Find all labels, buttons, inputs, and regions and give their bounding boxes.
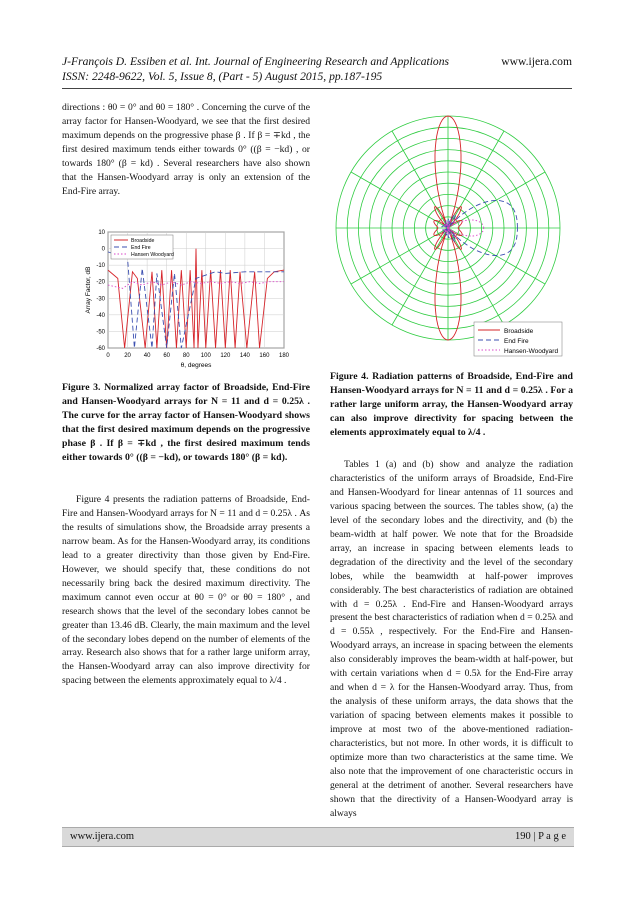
- figure-3-chart: [82, 222, 294, 372]
- paragraph-directions: directions : θ0 = 0° and θ0 = 180° . Concerning the curve of the array factor for Hansen-Woodyard, we see that the first desired maximum depends on the progressive phase β . If β = ∓kd , the first desired maximum tends either towards 0° ((β = −kd) , or towards 180° (β = kd) . Several researchers have also shown that the Hansen-Woodyard array is only an extension of the End-Fire array.: [62, 102, 310, 197]
- header-rule: [62, 88, 572, 89]
- polar-grid-spoke: [392, 131, 448, 228]
- y-tick-label: -20: [96, 279, 105, 286]
- page-header: [62, 54, 572, 84]
- legend-label: Broadside: [504, 328, 534, 335]
- y-tick-label: -40: [96, 312, 105, 319]
- polar-grid-spoke: [448, 172, 545, 228]
- paragraph-tables-analysis: Tables 1 (a) and (b) show and analyze the radiation characteristics of the uniform arrays of Broadside, End-Fire and Hansen-Woodyard for linear antennas of 11 sources and various spacing between the sources. The tables show, (a) the level of the secondary lobes and the directivity, and (b) the beam-width at half power. We note that for the Broadside array, an increase in spacing between elements leads to degradation of the directivity and the level of the secondary lobes, while the beamwidth at half-power improves considerably. The best characteristics of radiation are obtained with d = 0.25λ . End-Fire and Hansen-Woodyard arrays present the best characteristics of radiation when d = 0.25λ and d = 0.55λ , respectively. For the End-Fire and Hansen-Woodyard arrays, an increase in spacing between the elements also considerably improves the beam-width at half-power, but with certain variations when d = 0.5λ for the End-Fire array and when d = λ for the Hansen-Woodyard array. Thus, from the analysis of these uniform arrays, the data shows that the variation of spacing between elements makes it possible to improve at most two of the above-mentioned radiation-characteristics, but not more. In other words, it is difficult to optimize more than two characteristics at the same time. We also note that the improvement of one characteristic occurs in general at the detriment of another. Several researchers have shown that the directivity of a Hansen-Woodyard array is always: [330, 459, 573, 819]
- footer-website-link[interactable]: www.ijera.com: [70, 831, 135, 842]
- x-tick-label: 60: [163, 353, 171, 359]
- polar-grid-spoke: [351, 172, 448, 228]
- x-tick-label: 160: [259, 353, 270, 359]
- legend-label: End Fire: [504, 338, 529, 345]
- y-tick-label: -10: [96, 263, 105, 270]
- polar-grid-spoke: [448, 228, 545, 284]
- header-website-link[interactable]: www.ijera.com: [501, 55, 572, 68]
- left-column-lower: [62, 493, 310, 688]
- figure-4-caption: Figure 4. Radiation patterns of Broadside, End-Fire and Hansen-Woodyard arrays for N = 11 and d = 0.25λ . For a rather large uniform array, the Hansen-Woodyard array can also improve directivity for spacing between the elements approximately equal to λ/4 .: [330, 371, 573, 438]
- figure-4-caption-block: [330, 370, 573, 440]
- x-tick-label: 20: [124, 353, 131, 359]
- polar-grid-spoke: [392, 228, 448, 325]
- x-tick-label: 180: [278, 353, 290, 359]
- legend-label: Broadside: [131, 238, 155, 244]
- issn-line: ISSN: 2248-9622, Vol. 5, Issue 8, (Part - 5) August 2015, pp.187-195: [62, 70, 383, 83]
- y-tick-label: -50: [96, 329, 105, 336]
- x-tick-label: 120: [220, 353, 231, 359]
- page-footer: [62, 827, 574, 847]
- x-tick-label: 40: [143, 353, 151, 359]
- right-column-lower: [330, 458, 573, 821]
- figure-4-polar-chart: [328, 96, 568, 364]
- polar-grid-spoke: [448, 131, 504, 228]
- y-tick-label: 0: [101, 246, 105, 253]
- figure-3-caption-block: [62, 381, 310, 465]
- x-axis-label: θ, degrees: [180, 362, 212, 369]
- paragraph-figure4-discussion: Figure 4 presents the radiation patterns of Broadside, End-Fire and Hansen-Woodyard arrays for N = 11 and d = 0.25λ . As the results of simulations show, the Broadside array presents a narrow beam. As for the Hansen-Woodyard array, its conditions lead to a greater directivity than those given by End-Fire. However, we should specify that, these conditions do not necessarily bring back the desired maximum directivity. The maximum cannot even occur at θ0 = 0° or θ0 = 180° , and research shows that the level of the secondary lobes cannot be greater than 13.46 dB. Clearly, the main maximum and the level of the secondary lobes depend on the number of elements of the array. Research also shows that for a rather large uniform array, the Hansen-Woodyard array can also improve directivity for spacing between the elements approximately equal to λ/4 .: [62, 494, 310, 687]
- x-tick-label: 80: [182, 353, 190, 359]
- x-tick-label: 0: [106, 353, 110, 359]
- journal-citation: J-François D. Essiben et al. Int. Journal of Engineering Research and Applications: [62, 55, 450, 68]
- y-tick-label: 10: [98, 230, 105, 236]
- legend-label: Hansen Woodyard: [131, 252, 174, 258]
- legend-label: End Fire: [131, 245, 151, 251]
- left-column: [62, 101, 310, 199]
- page-number: 190 | P a g e: [515, 831, 566, 842]
- x-tick-label: 140: [239, 353, 250, 359]
- y-axis-label: Array Factor, dB: [85, 266, 92, 314]
- polar-grid-spoke: [448, 228, 504, 325]
- figure-3-caption: Figure 3. Normalized array factor of Broadside, End-Fire and Hansen-Woodyard arrays for N = 11 and d = 0.25λ . The curve for the array factor of Hansen-Woodyard shows that the first desired maximum depends on the progressive phase β . If β = ∓kd , the first desired maximum tends either towards 0° ((β = −kd), or towards 180° (β = kd).: [62, 382, 310, 463]
- x-tick-label: 100: [200, 353, 211, 359]
- polar-grid-spoke: [351, 228, 448, 284]
- legend-label: Hansen-Woodyard: [504, 348, 559, 355]
- y-tick-label: -60: [96, 346, 105, 352]
- y-tick-label: -30: [96, 296, 105, 303]
